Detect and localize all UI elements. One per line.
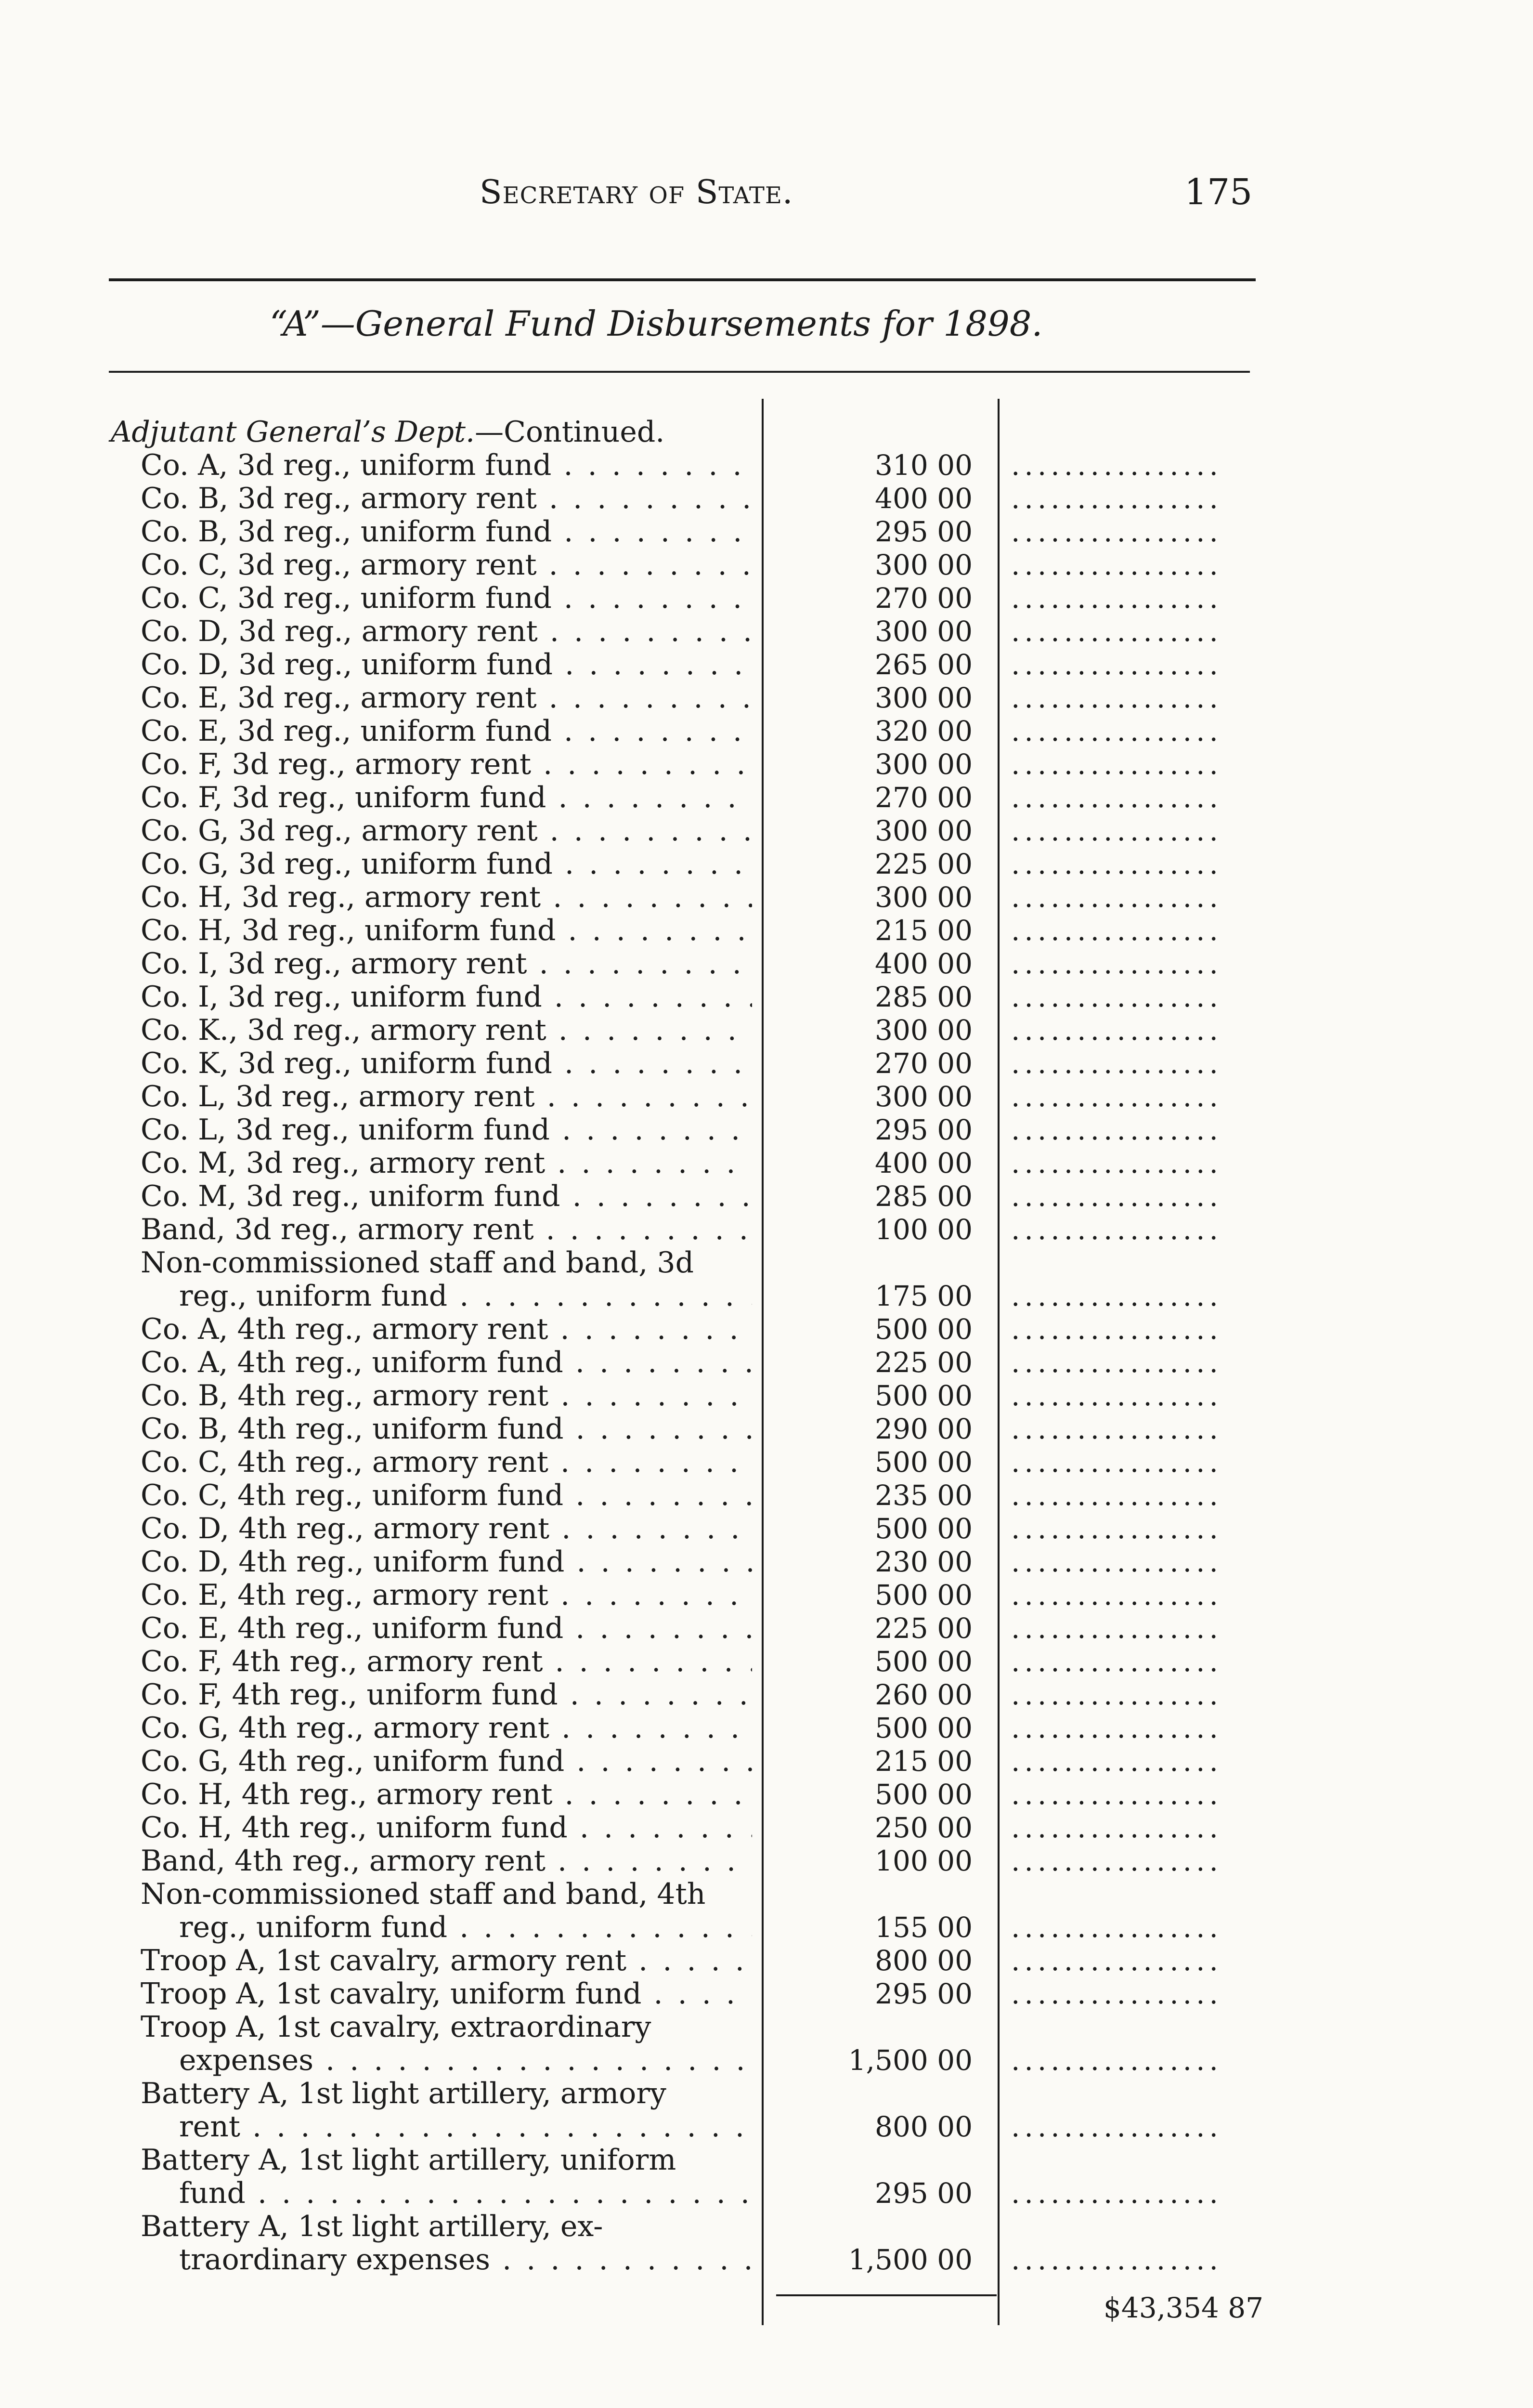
row-amount: 285 00 — [875, 1180, 973, 1213]
table-row — [0, 848, 1533, 881]
table-row — [0, 449, 1533, 482]
row-amount: 290 00 — [875, 1413, 973, 1445]
leader-dots: ................ — [1011, 1745, 1222, 1778]
row-description — [141, 1545, 752, 1579]
row-description-line: Co. D, 4th reg., uniform fund . . . — [141, 1545, 752, 1579]
grand-total: $43,354 87 — [1103, 2291, 1263, 2324]
row-description — [141, 1147, 752, 1180]
row-amount: 285 00 — [875, 981, 973, 1013]
row-description — [141, 1346, 752, 1379]
leader-dots: ................ — [1011, 1645, 1222, 1678]
row-amount: 300 00 — [875, 881, 973, 914]
row-description-line: Co. C, 4th reg., uniform fund . . . — [141, 1479, 752, 1512]
leader-dots: ................ — [1011, 848, 1222, 880]
row-amount: 1,500 00 — [848, 2044, 973, 2077]
table-row — [0, 1413, 1533, 1446]
row-amount: 215 00 — [875, 1745, 973, 1778]
row-description-line: Co. D, 3d reg., uniform fund . . . — [141, 648, 752, 681]
row-description-line: Co. B, 4th reg., uniform fund . . . — [141, 1413, 752, 1446]
leader-dots: ................ — [1011, 449, 1222, 482]
row-description-line: Co. I, 3d reg., uniform fund . . . — [141, 981, 752, 1014]
row-description — [141, 1446, 752, 1479]
row-description — [141, 2011, 752, 2077]
row-description — [141, 1014, 752, 1047]
table-row — [0, 1446, 1533, 1479]
row-amount: 215 00 — [875, 914, 973, 947]
table-row — [0, 1778, 1533, 1811]
row-description-line: Band, 3d reg., armory rent . . . — [141, 1213, 752, 1246]
row-description — [141, 1512, 752, 1545]
row-description-line: Battery A, 1st light artillery, uniform — [141, 2144, 676, 2177]
table-row — [0, 515, 1533, 549]
leader-dots: ................ — [1011, 1446, 1222, 1479]
table-row — [0, 1213, 1533, 1246]
row-amount: 500 00 — [875, 1512, 973, 1545]
row-description-line: Co. K, 3d reg., uniform fund . . . — [141, 1047, 752, 1080]
leader-dots: ................ — [1011, 1678, 1222, 1711]
sum-rule — [776, 2294, 997, 2296]
row-description — [141, 947, 752, 981]
row-description-line: Co. F, 4th reg., uniform fund . . . — [141, 1678, 752, 1712]
leader-dots: ................ — [1011, 582, 1222, 615]
row-description-line: Co. M, 3d reg., armory rent . . . — [141, 1147, 752, 1180]
table-row — [0, 2210, 1533, 2277]
row-description-line: Troop A, 1st cavalry, armory rent . . . — [141, 1944, 752, 1977]
row-description-line: fund . . . — [141, 2177, 752, 2210]
table-row — [0, 582, 1533, 615]
table-row — [0, 715, 1533, 748]
row-amount: 400 00 — [875, 947, 973, 980]
row-description — [141, 1977, 752, 2011]
running-head — [480, 173, 793, 211]
row-amount: 295 00 — [875, 1977, 973, 2010]
leader-dots: ................ — [1011, 515, 1222, 548]
title-rule — [109, 371, 1250, 373]
row-description — [141, 1944, 752, 1977]
row-description — [141, 1479, 752, 1512]
row-amount: 800 00 — [875, 1944, 973, 1977]
table-row — [0, 1944, 1533, 1977]
row-description — [141, 1745, 752, 1778]
table-row — [0, 1047, 1533, 1080]
table-row — [0, 814, 1533, 848]
leader-dots: ................ — [1011, 615, 1222, 648]
row-description-line: Co. G, 4th reg., armory rent . . . — [141, 1712, 752, 1745]
row-description-line: Co. B, 3d reg., armory rent . . . — [141, 482, 752, 515]
row-description-line: reg., uniform fund . . . — [141, 1280, 752, 1313]
row-description — [141, 2210, 752, 2277]
row-description-line: Co. G, 3d reg., armory rent . . . — [141, 814, 752, 848]
row-amount: 295 00 — [875, 2177, 973, 2210]
leader-dots: ................ — [1011, 814, 1222, 847]
table-row — [0, 1612, 1533, 1645]
row-description-line: expenses . . . — [141, 2044, 752, 2077]
table-row — [0, 1512, 1533, 1545]
row-description-line: Co. H, 3d reg., uniform fund . . . — [141, 914, 752, 947]
leader-dots: ................ — [1011, 947, 1222, 980]
row-description-line: Co. D, 3d reg., armory rent . . . — [141, 615, 752, 648]
row-description — [141, 549, 752, 582]
row-amount: 270 00 — [875, 582, 973, 615]
row-description-line: Battery A, 1st light artillery, ex- — [141, 2210, 603, 2243]
table-row — [0, 2144, 1533, 2210]
row-description-line: Non-commissioned staff and band, 3d — [141, 1246, 694, 1280]
leader-dots: ................ — [1011, 681, 1222, 714]
page-number: 175 — [1184, 171, 1253, 213]
row-description-line: Co. H, 3d reg., armory rent . . . — [141, 881, 752, 914]
row-description — [141, 1246, 752, 1313]
table-row — [0, 1977, 1533, 2011]
row-description-line: rent . . . — [141, 2110, 752, 2144]
top-rule — [109, 278, 1256, 281]
row-amount: 270 00 — [875, 781, 973, 814]
table-row — [0, 1313, 1533, 1346]
row-description-line: Co. L, 3d reg., uniform fund . . . — [141, 1113, 752, 1147]
row-amount: 155 00 — [875, 1911, 973, 1944]
row-amount: 225 00 — [875, 848, 973, 880]
row-description — [141, 1080, 752, 1113]
leader-dots: ................ — [1011, 482, 1222, 515]
row-description-line: Co. M, 3d reg., uniform fund . . . — [141, 1180, 752, 1213]
table-row — [0, 1346, 1533, 1379]
row-description — [141, 1113, 752, 1147]
row-description — [141, 2144, 752, 2210]
row-amount: 500 00 — [875, 1313, 973, 1346]
row-description-line: Co. C, 3d reg., uniform fund . . . — [141, 582, 752, 615]
disbursement-table — [0, 449, 1533, 2277]
row-amount: 320 00 — [875, 715, 973, 747]
leader-dots: ................ — [1011, 1712, 1222, 1744]
row-description — [141, 981, 752, 1014]
row-description-line: Co. B, 3d reg., uniform fund . . . — [141, 515, 752, 549]
table-row — [0, 748, 1533, 781]
row-amount: 300 00 — [875, 681, 973, 714]
row-amount: 1,500 00 — [848, 2243, 973, 2276]
row-description-line: traordinary expenses . . . — [141, 2243, 752, 2277]
row-description — [141, 1379, 752, 1413]
leader-dots: ................ — [1011, 1479, 1222, 1512]
row-description — [141, 1811, 752, 1845]
leader-dots: ................ — [1011, 781, 1222, 814]
leader-dots: ................ — [1011, 1147, 1222, 1179]
table-row — [0, 781, 1533, 814]
row-description-line: Co. F, 3d reg., armory rent . . . — [141, 748, 752, 781]
row-amount: 300 00 — [875, 748, 973, 781]
row-description — [141, 748, 752, 781]
leader-dots: ................ — [1011, 748, 1222, 781]
row-description — [141, 1180, 752, 1213]
leader-dots: ................ — [1011, 1379, 1222, 1412]
row-description — [141, 1712, 752, 1745]
row-description-line: Co. A, 3d reg., uniform fund . . . — [141, 449, 752, 482]
row-description — [141, 1612, 752, 1645]
table-row — [0, 881, 1533, 914]
row-description — [141, 1313, 752, 1346]
row-amount: 300 00 — [875, 1080, 973, 1113]
row-description-line: Co. H, 4th reg., uniform fund . . . — [141, 1811, 752, 1845]
row-description — [141, 1678, 752, 1712]
table-row — [0, 2011, 1533, 2077]
row-amount: 100 00 — [875, 1845, 973, 1877]
leader-dots: ................ — [1011, 648, 1222, 681]
row-amount: 295 00 — [875, 1113, 973, 1146]
row-description — [141, 1579, 752, 1612]
row-description — [141, 1778, 752, 1811]
leader-dots: ................ — [1011, 1944, 1222, 1977]
row-description-line: Battery A, 1st light artillery, armory — [141, 2077, 666, 2110]
row-description-line: Co. G, 3d reg., uniform fund . . . — [141, 848, 752, 881]
table-row — [0, 1845, 1533, 1878]
row-description-line: Co. A, 4th reg., uniform fund . . . — [141, 1346, 752, 1379]
table-row — [0, 1712, 1533, 1745]
row-description-line: Band, 4th reg., armory rent . . . — [141, 1845, 752, 1878]
table-row — [0, 648, 1533, 681]
row-description-line: Co. E, 4th reg., armory rent . . . — [141, 1579, 752, 1612]
leader-dots: ................ — [1011, 1413, 1222, 1445]
row-description — [141, 881, 752, 914]
leader-dots: ................ — [1011, 1346, 1222, 1379]
leader-dots: ................ — [1011, 1845, 1222, 1877]
row-amount: 300 00 — [875, 615, 973, 648]
leader-dots: ................ — [1011, 2243, 1222, 2276]
row-description-line: Troop A, 1st cavalry, uniform fund . . . — [141, 1977, 752, 2011]
row-amount: 225 00 — [875, 1346, 973, 1379]
row-amount: 100 00 — [875, 1213, 973, 1246]
leader-dots: ................ — [1011, 1545, 1222, 1578]
table-row — [0, 482, 1533, 515]
leader-dots: ................ — [1011, 715, 1222, 747]
row-amount: 800 00 — [875, 2110, 973, 2143]
row-description-line: Troop A, 1st cavalry, extraordinary — [141, 2011, 651, 2044]
row-description-line: Co. C, 4th reg., armory rent . . . — [141, 1446, 752, 1479]
table-row — [0, 1080, 1533, 1113]
row-description — [141, 449, 752, 482]
leader-dots: ................ — [1011, 881, 1222, 914]
row-amount: 500 00 — [875, 1446, 973, 1479]
row-amount: 500 00 — [875, 1778, 973, 1811]
row-amount: 300 00 — [875, 549, 973, 581]
row-description — [141, 1213, 752, 1246]
row-amount: 310 00 — [875, 449, 973, 482]
row-description-line: Co. E, 3d reg., uniform fund . . . — [141, 715, 752, 748]
row-description-line: Co. C, 3d reg., armory rent . . . — [141, 549, 752, 582]
table-row — [0, 681, 1533, 715]
row-amount: 500 00 — [875, 1379, 973, 1412]
row-description-line: Co. A, 4th reg., armory rent . . . — [141, 1313, 752, 1346]
leader-dots: ................ — [1011, 1313, 1222, 1346]
leader-dots: ................ — [1011, 1977, 1222, 2010]
leader-dots: ................ — [1011, 1213, 1222, 1246]
row-amount: 300 00 — [875, 814, 973, 847]
row-description-line: Co. B, 4th reg., armory rent . . . — [141, 1379, 752, 1413]
row-description-line: Co. D, 4th reg., armory rent . . . — [141, 1512, 752, 1545]
table-row — [0, 1113, 1533, 1147]
row-amount: 500 00 — [875, 1579, 973, 1611]
table-row — [0, 1811, 1533, 1845]
row-amount: 230 00 — [875, 1545, 973, 1578]
row-amount: 500 00 — [875, 1645, 973, 1678]
row-description-line: Non-commissioned staff and band, 4th — [141, 1878, 706, 1911]
row-description-line: Co. H, 4th reg., armory rent . . . — [141, 1778, 752, 1811]
row-description — [141, 814, 752, 848]
table-row — [0, 2077, 1533, 2144]
row-description-line: reg., uniform fund . . . — [141, 1911, 752, 1944]
row-description — [141, 781, 752, 814]
row-amount: 270 00 — [875, 1047, 973, 1080]
row-description — [141, 715, 752, 748]
table-row — [0, 1878, 1533, 1944]
row-description-line: Co. I, 3d reg., armory rent . . . — [141, 947, 752, 981]
leader-dots: ................ — [1011, 1080, 1222, 1113]
leader-dots: ................ — [1011, 1579, 1222, 1611]
row-amount: 400 00 — [875, 1147, 973, 1179]
leader-dots: ................ — [1011, 1911, 1222, 1944]
row-description — [141, 1413, 752, 1446]
row-amount: 250 00 — [875, 1811, 973, 1844]
row-description-line: Co. F, 4th reg., armory rent . . . — [141, 1645, 752, 1678]
row-description — [141, 615, 752, 648]
row-amount: 265 00 — [875, 648, 973, 681]
row-amount: 400 00 — [875, 482, 973, 515]
table-row — [0, 549, 1533, 582]
row-description-line: Co. F, 3d reg., uniform fund . . . — [141, 781, 752, 814]
row-description-line: Co. K., 3d reg., armory rent . . . — [141, 1014, 752, 1047]
table-title: “A”—General Fund Disbursements for 1898. — [270, 303, 1043, 344]
row-amount: 300 00 — [875, 1014, 973, 1047]
leader-dots: ................ — [1011, 1612, 1222, 1645]
running-title: Secretary of State. — [480, 173, 793, 211]
row-description — [141, 1645, 752, 1678]
leader-dots: ................ — [1011, 914, 1222, 947]
row-description — [141, 582, 752, 615]
row-description — [141, 1845, 752, 1878]
leader-dots: ................ — [1011, 1811, 1222, 1844]
leader-dots: ................ — [1011, 1047, 1222, 1080]
table-row — [0, 1479, 1533, 1512]
row-description — [141, 648, 752, 681]
row-description — [141, 515, 752, 549]
table-row — [0, 1379, 1533, 1413]
section-heading — [111, 415, 664, 449]
row-description — [141, 848, 752, 881]
row-description — [141, 482, 752, 515]
section-heading-italic: Adjutant General’s Dept. — [111, 415, 475, 449]
row-amount: 500 00 — [875, 1712, 973, 1744]
leader-dots: ................ — [1011, 1180, 1222, 1213]
leader-dots: ................ — [1011, 1014, 1222, 1047]
row-amount: 225 00 — [875, 1612, 973, 1645]
row-description-line: Co. E, 4th reg., uniform fund . . . — [141, 1612, 752, 1645]
table-row — [0, 914, 1533, 947]
row-description-line: Co. L, 3d reg., armory rent . . . — [141, 1080, 752, 1113]
leader-dots: ................ — [1011, 1512, 1222, 1545]
table-row — [0, 1678, 1533, 1712]
table-row — [0, 1745, 1533, 1778]
row-amount: 175 00 — [875, 1280, 973, 1312]
row-description-line: Co. G, 4th reg., uniform fund . . . — [141, 1745, 752, 1778]
table-row — [0, 1147, 1533, 1180]
row-description — [141, 1878, 752, 1944]
leader-dots: ................ — [1011, 1280, 1222, 1312]
table-row — [0, 981, 1533, 1014]
table-row — [0, 1645, 1533, 1678]
table-row — [0, 947, 1533, 981]
leader-dots: ................ — [1011, 2044, 1222, 2077]
row-description-line: Co. E, 3d reg., armory rent . . . — [141, 681, 752, 715]
row-description — [141, 1047, 752, 1080]
leader-dots: ................ — [1011, 1113, 1222, 1146]
table-row — [0, 1014, 1533, 1047]
row-amount: 260 00 — [875, 1678, 973, 1711]
leader-dots: ................ — [1011, 981, 1222, 1013]
leader-dots: ................ — [1011, 2177, 1222, 2210]
table-row — [0, 1545, 1533, 1579]
row-description — [141, 681, 752, 715]
row-amount: 235 00 — [875, 1479, 973, 1512]
leader-dots: ................ — [1011, 549, 1222, 581]
table-row — [0, 1180, 1533, 1213]
leader-dots: ................ — [1011, 1778, 1222, 1811]
section-heading-rest: —Continued. — [475, 415, 665, 449]
row-description — [141, 2077, 752, 2144]
table-row — [0, 615, 1533, 648]
leader-dots: ................ — [1011, 2110, 1222, 2143]
row-description — [141, 914, 752, 947]
table-row — [0, 1579, 1533, 1612]
row-amount: 295 00 — [875, 515, 973, 548]
table-row — [0, 1246, 1533, 1313]
